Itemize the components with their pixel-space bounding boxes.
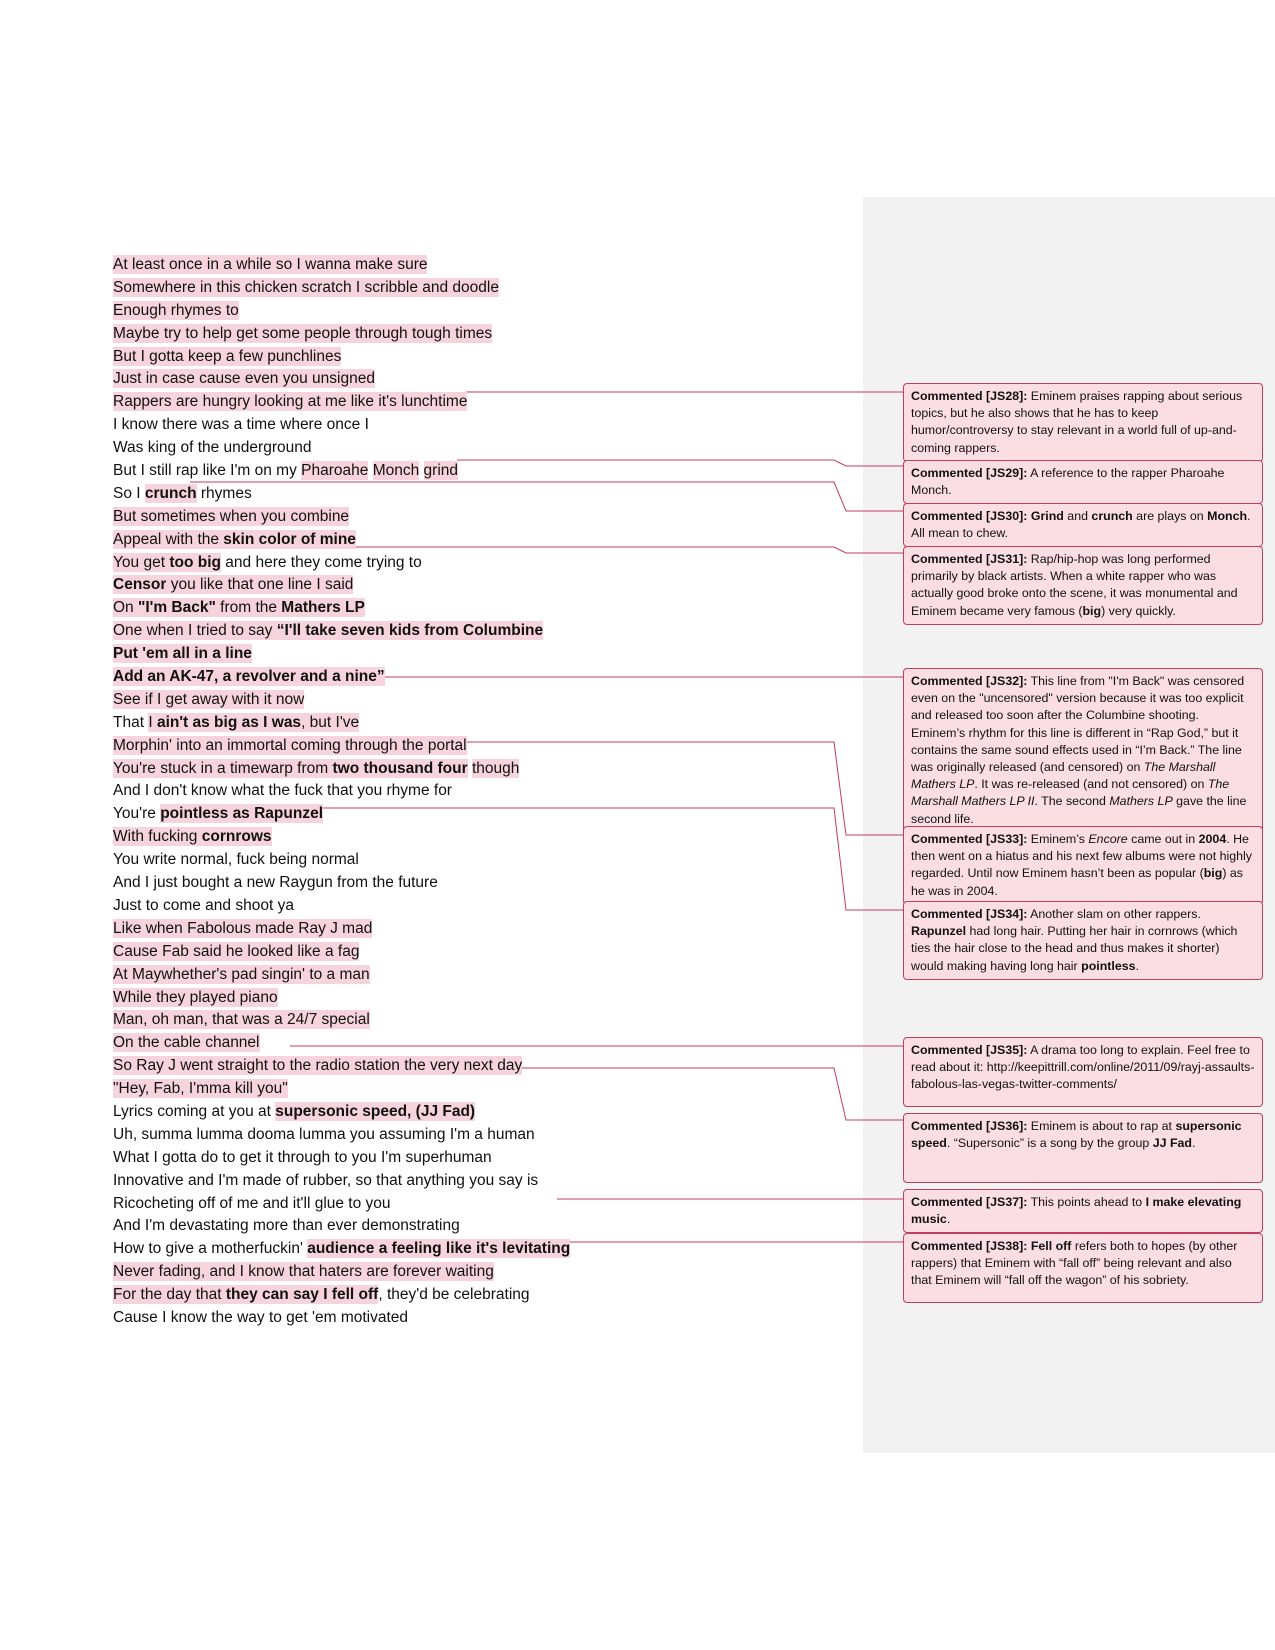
lyric-text: Ricocheting off of me and it'll glue to you	[113, 1194, 391, 1212]
lyric-line	[113, 849, 803, 872]
comment-text: JJ Fad	[1152, 1136, 1193, 1151]
comment-text: . It was re-released (and not censored) on	[974, 777, 1208, 792]
lyric-line	[113, 300, 803, 323]
highlighted-text[interactable]: skin color of mine	[223, 530, 356, 548]
lyric-text: You're	[113, 805, 161, 823]
lyric-line	[113, 1101, 803, 1124]
lyric-text: , they'd be celebrating	[378, 1286, 530, 1304]
comment-text: are plays on	[1132, 509, 1208, 523]
lyric-line	[113, 826, 803, 849]
comment-text: pointless	[1081, 958, 1136, 973]
comment-label: Commented [JS36]:	[911, 1119, 1028, 1133]
lyric-line	[113, 735, 803, 758]
comment-text: . “Supersonic” is a song by the group	[946, 1136, 1153, 1151]
lyric-text: Just to come and shoot ya	[113, 896, 294, 914]
comment-text: This line from "I'm Back" was censored even on the "uncensored" version because it was too explicit and released too soon after the Columbine shooting. Eminem’s rhythm for this line is different in “Rap God,” but it contains the same sound effects used in “I’m Back.” The line was originally released (and censored) on	[911, 674, 1245, 775]
highlighted-text[interactable]: Add an AK-47, a revolver and a nine”	[113, 668, 385, 686]
highlighted-text[interactable]: So Ray J went straight to the radio station the very next day	[113, 1057, 523, 1075]
highlighted-text[interactable]: Censor	[113, 576, 167, 594]
comment-text: Monch	[1207, 509, 1248, 523]
comment-text: and	[1063, 509, 1092, 523]
comment-text: big	[1082, 603, 1102, 618]
comment-box[interactable]	[903, 1037, 1263, 1107]
lyric-line	[113, 414, 803, 437]
highlighted-text[interactable]: Pharoahe	[301, 462, 369, 480]
lyric-line	[113, 552, 803, 575]
lyric-line	[113, 712, 803, 735]
comment-text: . The second	[1034, 794, 1110, 809]
lyric-line	[113, 346, 803, 369]
comment-box[interactable]	[903, 460, 1263, 504]
lyric-line	[113, 1284, 803, 1307]
comment-text: . He then went on a hiatus and his next few albums were not highly regarded. Until now Eminem hasn’t been as popular (	[911, 832, 1252, 881]
highlighted-text[interactable]: But I gotta keep a few punchlines	[113, 347, 342, 365]
highlighted-text[interactable]: Never fading, and I know	[113, 1263, 285, 1281]
highlighted-text[interactable]: audience a feeling like it's levitating	[307, 1240, 571, 1258]
comment-label: Commented [JS32]:	[911, 674, 1028, 688]
comment-box[interactable]	[903, 826, 1263, 905]
highlighted-text[interactable]: Enough rhymes to	[113, 301, 239, 319]
lyric-text: What I gotta do to get it through to you I'm superhuman	[113, 1148, 492, 1166]
lyric-line	[113, 323, 803, 346]
lyric-text: Innovative and I'm made of rubber, so that anything you say is	[113, 1171, 539, 1189]
highlighted-text[interactable]: supersonic speed, (JJ Fad)	[275, 1102, 476, 1120]
comment-text: .	[1192, 1136, 1196, 1151]
comment-text: big	[1203, 866, 1223, 881]
lyric-text: How to give a motherfuckin'	[113, 1240, 308, 1258]
highlighted-text[interactable]: too big	[169, 553, 221, 571]
comment-text: ) very quickly.	[1101, 603, 1176, 618]
lyric-text: Was king of the underground	[113, 439, 312, 457]
highlighted-text[interactable]: , but I've	[301, 713, 360, 731]
lyric-line	[113, 1215, 803, 1238]
comment-text: Grind	[1030, 509, 1064, 523]
comment-box[interactable]	[903, 383, 1263, 462]
lyric-line	[113, 1078, 803, 1101]
lyric-text	[419, 461, 423, 480]
comment-text: Encore	[1088, 832, 1128, 846]
lyric-text: That	[113, 713, 149, 731]
comment-text: gave the line second life.	[911, 794, 1247, 826]
lyric-line	[113, 368, 803, 391]
highlighted-text[interactable]: that haters are forever waiting	[284, 1263, 494, 1281]
lyric-text: So I	[113, 484, 145, 502]
highlighted-text[interactable]: At Maywhether's pad singin' to a man	[113, 965, 370, 983]
lyric-line	[113, 1170, 803, 1193]
lyric-line	[113, 1124, 803, 1147]
comment-text: crunch	[1091, 509, 1133, 523]
highlighted-text[interactable]: See if I get away with it now	[113, 690, 305, 708]
highlighted-text[interactable]: Man, oh man, that was a 24/7 special	[113, 1011, 370, 1029]
highlighted-text[interactable]: On the cable channel	[113, 1034, 260, 1052]
highlighted-text[interactable]: Monch	[372, 462, 420, 480]
comment-label: Commented [JS30]:	[911, 509, 1028, 523]
highlighted-text[interactable]: For the day that	[113, 1286, 226, 1304]
comment-box[interactable]	[903, 503, 1263, 547]
comment-box[interactable]	[903, 546, 1263, 625]
highlighted-text[interactable]: At least once in a while so I wanna make sure	[113, 256, 428, 273]
lyric-line	[113, 437, 803, 460]
comment-label: Commented [JS33]:	[911, 832, 1028, 846]
comment-text: .	[946, 1212, 951, 1227]
comment-text: .	[1135, 958, 1139, 973]
comment-label: Commented [JS38]:	[911, 1239, 1028, 1253]
lyric-text: And I just bought a new Raygun from the future	[113, 874, 438, 892]
comment-box[interactable]	[903, 1189, 1263, 1233]
highlighted-text[interactable]: While they played piano	[113, 988, 278, 1006]
highlighted-text[interactable]: You get	[113, 553, 170, 571]
lyric-line	[113, 1193, 803, 1216]
lyric-line	[113, 780, 803, 803]
highlighted-text[interactable]: Cause Fab said he looked like a fag	[113, 942, 360, 960]
comment-text: I make elevating music	[911, 1195, 1242, 1227]
lyric-line	[113, 1032, 803, 1055]
lyric-text: and here they come trying to	[220, 553, 422, 571]
lyric-line	[113, 529, 803, 552]
comment-text: 2004	[1198, 832, 1227, 846]
lyric-line	[113, 483, 803, 506]
lyric-line	[113, 1009, 803, 1032]
lyric-line	[113, 987, 803, 1010]
highlighted-text[interactable]: One when I tried to say	[113, 622, 277, 640]
lyric-line	[113, 391, 803, 414]
highlighted-text[interactable]: Appeal with the	[113, 530, 224, 548]
comment-text: Rap/hip-hop was long performed primarily by black artists. When a white rapper who was actually good broke onto the scene, it was monumental and Eminem became very famous (	[911, 552, 1238, 618]
highlighted-text[interactable]: You're stuck in a timewarp from	[113, 759, 333, 777]
lyric-line	[113, 1147, 803, 1170]
highlighted-text[interactable]: “I'll take seven kids from Columbine	[276, 622, 544, 640]
highlighted-text[interactable]: Like when Fabolous made Ray J mad	[113, 919, 373, 937]
lyric-line	[113, 643, 803, 666]
highlighted-text[interactable]: two thousand four	[332, 759, 468, 777]
comment-text: supersonic speed	[911, 1119, 1242, 1151]
comment-text: Eminem is about to rap at	[1027, 1119, 1176, 1133]
lyric-line	[113, 1238, 803, 1261]
lyric-text: Uh, summa lumma dooma lumma you assuming I'm a human	[113, 1125, 535, 1143]
highlighted-text[interactable]: Mathers LP	[281, 599, 365, 617]
comment-text: The Marshall Mathers LP	[911, 760, 1216, 792]
lyric-line	[113, 872, 803, 895]
lyric-line	[113, 895, 803, 918]
lyric-text: Lyrics coming at you at	[113, 1102, 276, 1120]
lyric-text: And I'm devastating more than ever demonstrating	[113, 1217, 460, 1235]
comment-label: Commented [JS34]:	[911, 907, 1028, 921]
highlighted-text[interactable]: On	[113, 599, 138, 617]
highlighted-text[interactable]: Rappers are hungry looking at me like it's lunchtime	[113, 393, 468, 411]
comment-text: refers both to hopes (by other rappers) that Eminem with “fall off” being relevant and also that Eminem will “fall off the wagon” of his sobriety.	[911, 1239, 1238, 1288]
lyric-text: And I don't know what the fuck that you rhyme for	[113, 782, 452, 800]
highlighted-text[interactable]: Morphin' into an immortal coming through the portal	[113, 736, 467, 754]
comment-label: Commented [JS29]:	[911, 466, 1028, 480]
lyric-line	[113, 918, 803, 941]
lyric-line	[113, 1055, 803, 1078]
highlighted-text[interactable]: Maybe try to help get some people through tough times	[113, 324, 493, 342]
highlighted-text[interactable]: "Hey, Fab, I'mma kill you"	[113, 1080, 288, 1098]
comment-label: Commented [JS37]:	[911, 1195, 1028, 1209]
comment-text: Another slam on other rappers.	[1027, 907, 1201, 921]
comment-label: Commented [JS28]:	[911, 389, 1028, 403]
lyric-line	[113, 1307, 803, 1330]
lyric-line	[113, 666, 803, 689]
comment-text: Eminem’s	[1027, 832, 1089, 846]
highlighted-text[interactable]: though	[471, 759, 520, 777]
comment-label: Commented [JS31]:	[911, 552, 1028, 566]
lyric-line	[113, 964, 803, 987]
comment-text: The Marshall Mathers LP II	[911, 777, 1230, 809]
highlighted-text[interactable]: "I'm Back"	[137, 599, 216, 617]
comment-text: . All mean to chew.	[911, 509, 1251, 541]
highlighted-text[interactable]: grind	[423, 462, 459, 480]
lyric-line	[113, 689, 803, 712]
comment-text: came out in	[1127, 832, 1199, 846]
highlighted-text[interactable]: I	[148, 713, 157, 731]
highlighted-text[interactable]: But sometimes when you combine	[113, 507, 350, 525]
lyric-line	[113, 277, 803, 300]
lyric-line	[113, 254, 803, 277]
lyric-line	[113, 506, 803, 529]
highlighted-text[interactable]: cornrows	[201, 828, 272, 846]
lyric-line	[113, 574, 803, 597]
comment-box[interactable]	[903, 901, 1263, 980]
lyric-line	[113, 460, 803, 483]
comment-text: A reference to the rapper Pharoahe Monch.	[911, 466, 1225, 498]
lyric-text: rhymes	[196, 484, 252, 502]
highlighted-text[interactable]: pointless as Rapunzel	[160, 805, 324, 823]
highlighted-text[interactable]: Just in case cause even you unsigned	[113, 370, 375, 388]
highlighted-text[interactable]: crunch	[144, 484, 197, 502]
highlighted-text[interactable]: ain't as big as I was	[156, 713, 302, 731]
comment-text: Fell off	[1030, 1239, 1072, 1253]
lyric-text: You write normal, fuck being normal	[113, 851, 359, 869]
lyric-text: Cause I know the way to get 'em motivated	[113, 1308, 409, 1326]
lyrics-body	[113, 254, 803, 1330]
comment-text: This points ahead to	[1027, 1195, 1146, 1209]
highlighted-text[interactable]: you like that one line I said	[166, 576, 354, 594]
lyric-line	[113, 941, 803, 964]
lyric-line	[113, 758, 803, 781]
highlighted-text[interactable]: Somewhere in this chicken scratch I scribble and doodle	[113, 278, 499, 296]
lyric-text: But I still rap like I'm on my	[113, 462, 302, 480]
lyric-text: I know there was a time where once I	[113, 416, 369, 434]
comment-text: ) as he was in 2004.	[911, 866, 1243, 898]
comment-label: Commented [JS35]:	[911, 1043, 1028, 1057]
highlighted-text[interactable]: they can say I fell off	[225, 1286, 379, 1304]
lyric-line	[113, 597, 803, 620]
highlighted-text[interactable]: from the	[215, 599, 282, 617]
comment-box[interactable]	[903, 668, 1263, 833]
highlighted-text[interactable]: With fucking	[113, 828, 202, 846]
comment-box[interactable]	[903, 1113, 1263, 1183]
comment-text: A drama too long to explain. Feel free to read about it: http://keepittrill.com/online/2011/09/rayj-assaults-fabolous-las-vegas-twitter-comments/	[911, 1043, 1255, 1092]
lyric-line	[113, 803, 803, 826]
comment-text: had long hair. Putting her hair in cornrows (which ties the hair close to the head and thus makes it shorter) would making having long hair	[911, 924, 1238, 973]
highlighted-text[interactable]: Put 'em all in a line	[113, 645, 252, 663]
comment-text: Rapunzel	[911, 924, 967, 939]
comment-text: Mathers LP	[1109, 794, 1173, 809]
comment-text: Eminem praises rapping about serious topics, but he also shows that he has to keep humor/controversy to stay relevant in a world full of up-and-coming rappers.	[911, 389, 1243, 455]
lyric-line	[113, 620, 803, 643]
lyric-line	[113, 1261, 803, 1284]
comment-box[interactable]	[903, 1233, 1263, 1303]
